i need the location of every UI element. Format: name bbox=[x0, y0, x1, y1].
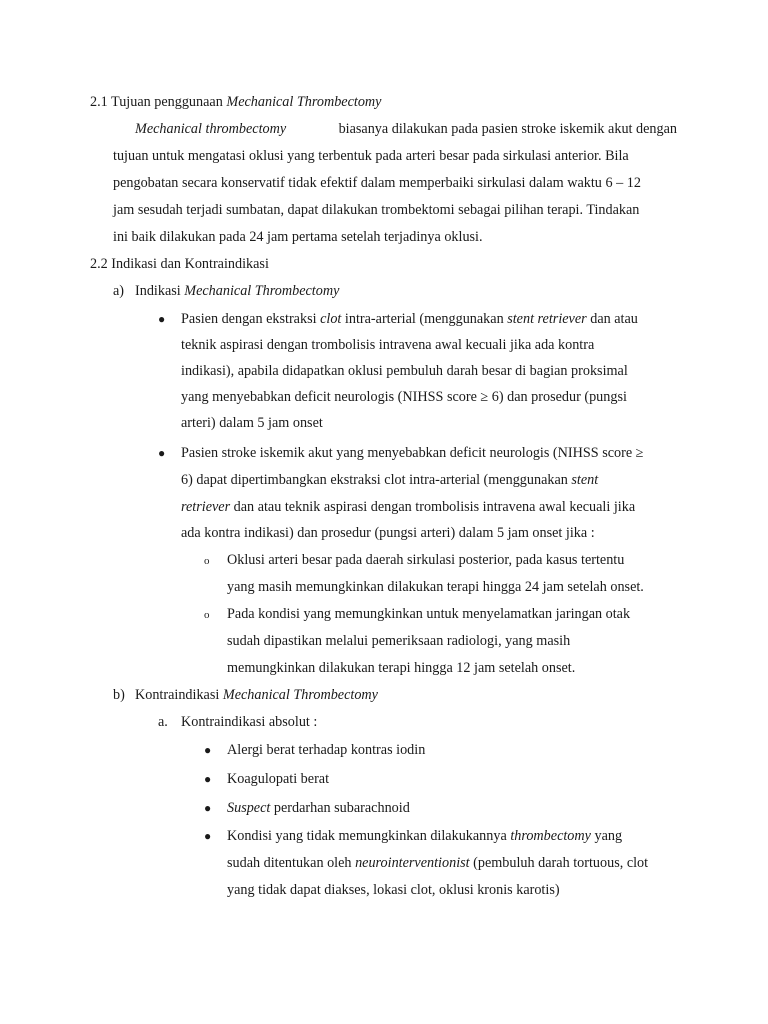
list-marker-a-dot: a. bbox=[158, 714, 168, 730]
sub-bullet-1-line-2: yang masih memungkinkan dilakukan terapi hingga 24 jam setelah onset. bbox=[227, 579, 644, 595]
absolut-item-4-line-3: yang tidak dapat diakses, lokasi clot, oklusi kronis karotis) bbox=[227, 882, 560, 898]
kontraindikasi-absolut-heading: Kontraindikasi absolut : bbox=[181, 714, 318, 730]
bullet-icon: ● bbox=[204, 801, 212, 815]
sub-bullet-1-line-1: Oklusi arteri besar pada daerah sirkulasi posterior, pada kasus tertentu bbox=[227, 552, 625, 568]
absolut-item-4-line-1: Kondisi yang tidak memungkinkan dilakukannya thrombectomy yang bbox=[227, 828, 623, 844]
sub-bullet-2-line-2: sudah dipastikan melalui pemeriksaan radiologi, yang masih bbox=[227, 633, 571, 649]
indikasi-bullet-1-line-3: indikasi), apabila didapatkan oklusi pembuluh darah besar di bagian proksimal bbox=[181, 363, 628, 379]
circle-bullet-icon: o bbox=[204, 555, 210, 567]
section-number: 2.1 bbox=[90, 94, 108, 110]
para-line-5: ini baik dilakukan pada 24 jam pertama setelah terjadinya oklusi. bbox=[113, 229, 483, 245]
indikasi-bullet-2-line-4: ada kontra indikasi) dan prosedur (pungsi arteri) dalam 5 jam onset jika : bbox=[181, 525, 595, 541]
bullet-icon: ● bbox=[204, 829, 212, 843]
para-text: biasanya dilakukan pada pasien stroke iskemik akut dengan bbox=[338, 121, 677, 137]
circle-bullet-icon: o bbox=[204, 609, 210, 621]
absolut-item-1: Alergi berat terhadap kontras iodin bbox=[227, 742, 426, 758]
indikasi-bullet-2-line-1: Pasien stroke iskemik akut yang menyebabkan deficit neurologis (NIHSS score ≥ bbox=[181, 445, 644, 461]
bullet-icon: ● bbox=[158, 312, 166, 326]
section-2-2-heading bbox=[90, 255, 269, 273]
heading-italic: Mechanical Thrombectomy bbox=[226, 94, 382, 110]
indikasi-bullet-1-line-1: Pasien dengan ekstraksi clot intra-arterial (menggunakan stent retriever dan atau bbox=[181, 311, 638, 327]
indikasi-bullet-2-line-2: 6) dapat dipertimbangkan ekstraksi clot intra-arterial (menggunakan stent bbox=[181, 472, 599, 488]
indikasi-bullet-1-line-2: teknik aspirasi dengan trombolisis intravena awal kecuali jika ada kontra bbox=[181, 337, 595, 353]
absolut-item-2: Koagulopati berat bbox=[227, 771, 330, 787]
bullet-icon: ● bbox=[158, 446, 166, 460]
bullet-icon: ● bbox=[204, 772, 212, 786]
indikasi-bullet-1-line-5: arteri) dalam 5 jam onset bbox=[181, 415, 323, 431]
para-line-2: tujuan untuk mengatasi oklusi yang terbentuk pada arteri besar pada sirkulasi anterior. Bila bbox=[113, 148, 629, 164]
absolut-item-3: Suspect perdarhan subarachnoid bbox=[227, 800, 410, 816]
section-2-1-heading bbox=[90, 93, 381, 111]
heading-text: Tujuan penggunaan bbox=[111, 94, 223, 110]
sub-bullet-2-line-1: Pada kondisi yang memungkinkan untuk menyelamatkan jaringan otak bbox=[227, 606, 631, 622]
heading-text: Indikasi dan Kontraindikasi bbox=[111, 256, 269, 272]
indikasi-bullet-1-line-4: yang menyebabkan deficit neurologis (NIHSS score ≥ 6) dan prosedur (pungsi bbox=[181, 389, 627, 405]
bullet-icon: ● bbox=[204, 743, 212, 757]
indikasi-bullet-2-line-3: retriever dan atau teknik aspirasi dengan trombolisis intravena awal kecuali jika bbox=[181, 499, 636, 515]
absolut-item-4-line-2: sudah ditentukan oleh neurointerventionist (pembuluh darah tortuous, clot bbox=[227, 855, 649, 871]
kontraindikasi-heading: Kontraindikasi Mechanical Thrombectomy bbox=[135, 687, 378, 703]
section-number: 2.2 bbox=[90, 256, 108, 272]
para-line-4: jam sesudah terjadi sumbatan, dapat dilakukan trombektomi sebagai pilihan terapi. Tindakan bbox=[113, 202, 640, 218]
para-italic: Mechanical thrombectomy bbox=[135, 121, 287, 137]
list-marker-b: b) bbox=[113, 687, 125, 703]
para-line-3: pengobatan secara konservatif tidak efektif dalam memperbaiki sirkulasi dalam waktu 6 – 12 bbox=[113, 175, 641, 191]
indikasi-heading: Indikasi Mechanical Thrombectomy bbox=[135, 283, 340, 299]
sub-bullet-2-line-3: memungkinkan dilakukan terapi hingga 12 jam setelah onset. bbox=[227, 660, 576, 676]
list-marker-a: a) bbox=[113, 283, 125, 299]
para-line-1 bbox=[135, 120, 677, 138]
